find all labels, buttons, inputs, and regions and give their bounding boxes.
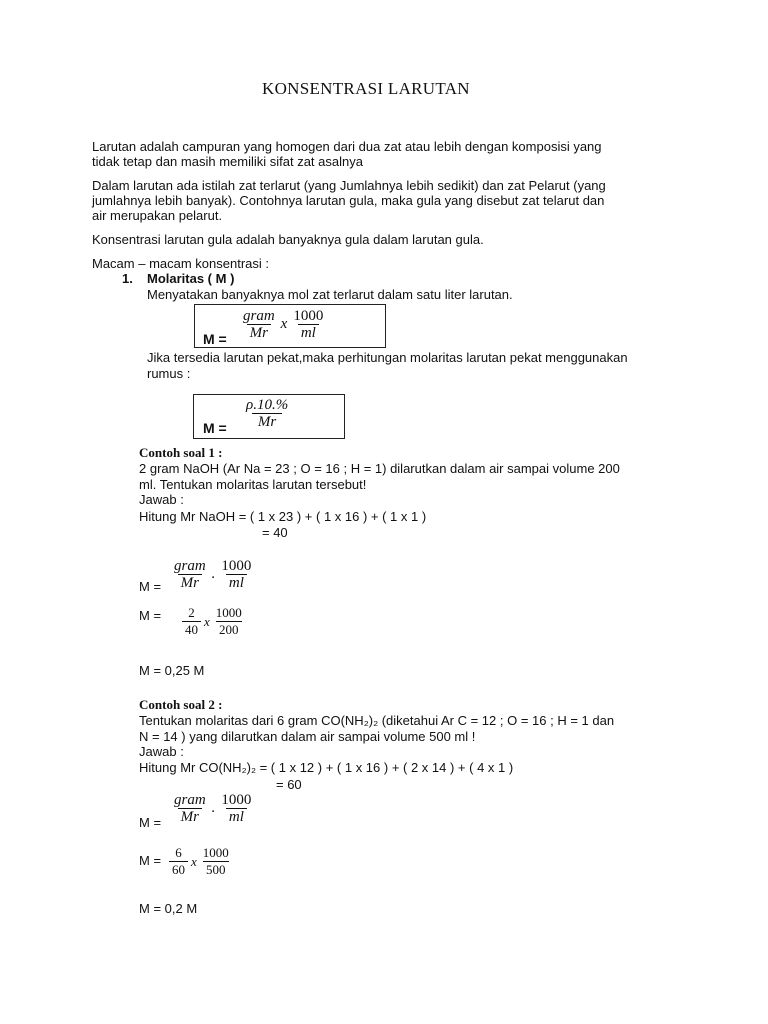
mr-result: = 40	[262, 525, 288, 540]
operator: x	[191, 853, 197, 869]
operator: .	[211, 800, 216, 816]
numerator: gram	[174, 792, 206, 808]
formula-lhs: M =	[203, 331, 227, 347]
operator: x	[280, 316, 288, 332]
result: M = 0,25 M	[139, 663, 205, 678]
denominator: ml	[298, 324, 319, 341]
equation-step-2	[168, 845, 233, 878]
intro-line: Larutan adalah campuran yang homogen dari dua zat atau lebih dengan komposisi yang	[92, 139, 602, 154]
denominator: 500	[203, 861, 229, 878]
problem-line: ml. Tentukan molaritas larutan tersebut!	[139, 477, 367, 492]
section-number: 1.	[122, 271, 133, 286]
numerator: 1000	[215, 605, 242, 620]
result: M = 0,2 M	[139, 901, 198, 916]
example-heading: Contoh soal 2 :	[139, 697, 223, 712]
mr-calculation: Hitung Mr CO(NH₂)₂ = ( 1 x 12 ) + ( 1 x 16 ) + ( 2 x 14 ) + ( 4 x 1 )	[139, 760, 514, 775]
denominator: Mr	[178, 808, 202, 825]
denominator: 60	[169, 861, 188, 878]
mr-calculation: Hitung Mr NaOH = ( 1 x 23 ) + ( 1 x 16 ) + ( 1 x 1 )	[139, 509, 427, 524]
intro-line: Dalam larutan ada istilah zat terlarut (yang Jumlahnya lebih sedikit) dan zat Pelarut (yang	[92, 178, 606, 193]
numerator: gram	[174, 558, 206, 574]
numerator: ρ.10.%	[246, 397, 289, 413]
example-heading: Contoh soal 1 :	[139, 445, 223, 460]
numerator: gram	[243, 308, 275, 324]
denominator: Mr	[178, 574, 202, 591]
equation-step-2	[181, 605, 246, 638]
formula-concentrated	[239, 397, 295, 430]
section-heading: Molaritas ( M )	[147, 271, 235, 286]
denominator: ml	[226, 808, 247, 825]
numerator: 1000	[293, 308, 324, 324]
intro-line: tidak tetap dan masih memiliki sifat zat asalnya	[92, 154, 363, 169]
equation-lhs: M =	[139, 815, 162, 830]
intro-line: jumlahnya lebih banyak). Contohnya larutan gula, maka gula yang disebut zat telarut dan	[92, 193, 605, 208]
section-definition: Menyatakan banyaknya mol zat terlarut dalam satu liter larutan.	[147, 287, 513, 302]
note-line: Jika tersedia larutan pekat,maka perhitungan molaritas larutan pekat menggunakan	[147, 350, 628, 365]
equation-step-1	[170, 558, 255, 591]
denominator: ml	[226, 574, 247, 591]
intro-line: Macam – macam konsentrasi :	[92, 256, 270, 271]
note-line: rumus :	[147, 366, 191, 381]
page-title: KONSENTRASI LARUTAN	[262, 79, 470, 98]
numerator: 6	[175, 845, 182, 860]
problem-line: 2 gram NaOH (Ar Na = 23 ; O = 16 ; H = 1) dilarutkan dalam air sampai volume 200	[139, 461, 620, 476]
problem-line: Tentukan molaritas dari 6 gram CO(NH₂)₂ (diketahui Ar C = 12 ; O = 16 ; H = 1 dan	[139, 713, 615, 728]
numerator: 1000	[202, 845, 229, 860]
equation-step-1	[170, 792, 255, 825]
numerator: 2	[188, 605, 195, 620]
denominator: Mr	[247, 324, 271, 341]
mr-result: = 60	[276, 777, 302, 792]
problem-line: N = 14 ) yang dilarutkan dalam air sampai volume 500 ml !	[139, 729, 476, 744]
operator: .	[211, 566, 216, 582]
answer-label: Jawab :	[139, 492, 184, 507]
numerator: 1000	[221, 792, 252, 808]
denominator: 40	[182, 621, 201, 638]
numerator: 1000	[221, 558, 252, 574]
equation-lhs: M =	[139, 853, 162, 868]
intro-line: air merupakan pelarut.	[92, 208, 223, 223]
equation-lhs: M =	[139, 608, 162, 623]
intro-line: Konsentrasi larutan gula adalah banyaknya gula dalam larutan gula.	[92, 232, 484, 247]
denominator: Mr	[252, 413, 282, 430]
operator: x	[204, 613, 210, 629]
formula-molarity	[239, 308, 327, 341]
denominator: 200	[216, 621, 242, 638]
answer-label: Jawab :	[139, 744, 184, 759]
formula-lhs: M =	[203, 420, 227, 436]
equation-lhs: M =	[139, 579, 162, 594]
